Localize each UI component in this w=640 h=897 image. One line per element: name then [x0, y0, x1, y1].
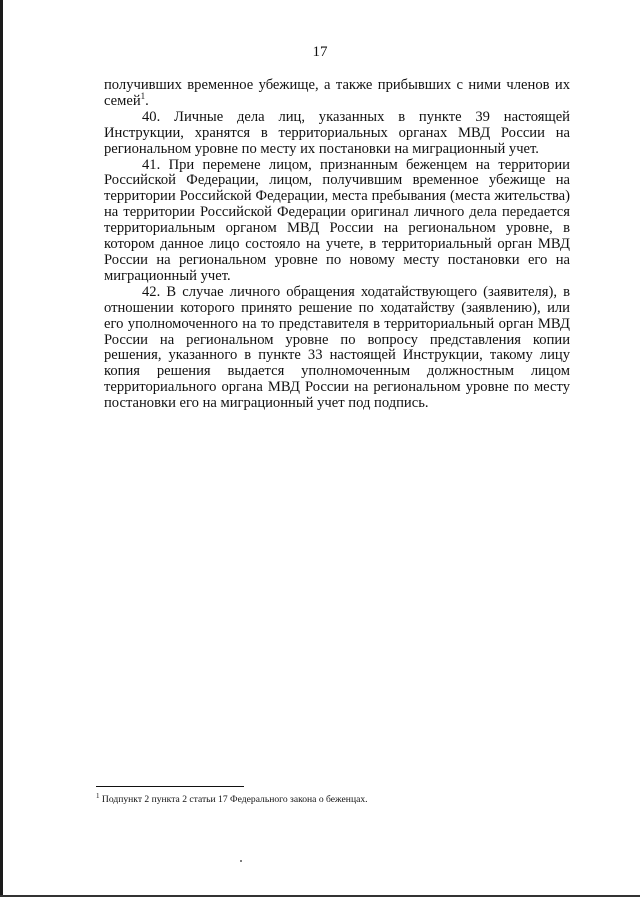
- scan-speck: [240, 860, 242, 862]
- paragraph-42: 42. В случае личного обращения ходатайствующего (заявителя), в отношении которого принято решение по ходатайству (заявлению), или его уполномоченного на то представителя в территориальный орган МВД России на региональном уровне по вопросу представления копии решения, указанного в пункте 33 настоящей Инструкции, такому лицу копия решения выдается уполномоченным должностным лицом территориального органа МВД России на региональном уровне по месту постановки его на миграционный учет под подпись.: [104, 283, 570, 412]
- page-number: 17: [312, 44, 328, 60]
- footnote-separator: [96, 786, 244, 787]
- paragraph-41: 41. При перемене лицом, признанным беженцем на территории Российской Федерации, лицом, получившим временное убежище на территории Российской Федерации, места пребывания (места жительства) на территории Российской Федерации оригинал личного дела передается территориальным органом МВД России на региональном уровне, в котором данное лицо состояло на учете, в территориальный орган МВД России на региональном уровне по новому месту постановки его на миграционный учет.: [104, 156, 570, 284]
- footnote-marker: 1: [96, 791, 100, 800]
- paragraph-text: получивших временное убежище, а также прибывших с ними членов их семей: [104, 77, 570, 109]
- paragraph-40: 40. Личные дела лиц, указанных в пункте 39 настоящей Инструкции, хранятся в территориальных органах МВД России на региональном уровне по месту их постановки на миграционный учет.: [104, 108, 570, 157]
- document-body: [104, 78, 570, 412]
- footnote-text: Подпункт 2 пункта 2 статьи 17 Федерального закона о беженцах.: [101, 794, 368, 805]
- paragraph-continuation: [104, 78, 570, 110]
- scan-edge-left: [0, 0, 3, 897]
- footnote: [96, 791, 566, 806]
- paragraph-tail: .: [145, 92, 149, 109]
- footnote-reference: 1: [140, 91, 146, 102]
